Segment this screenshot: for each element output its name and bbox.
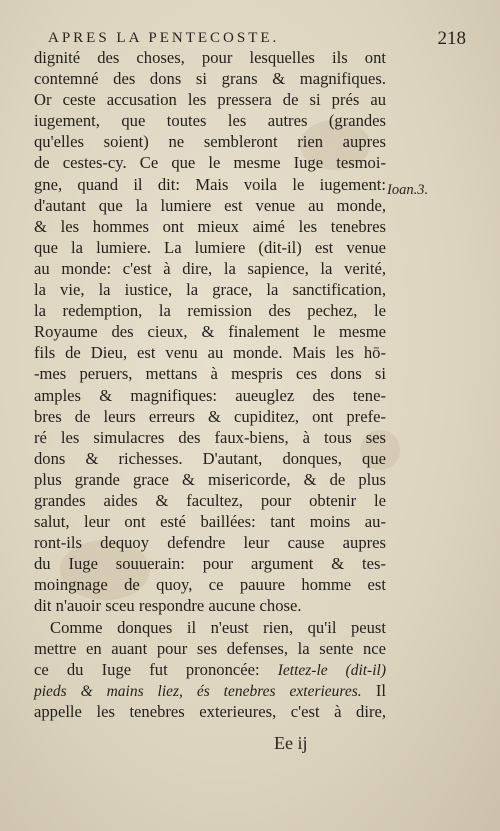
- text-line: [34, 680, 386, 701]
- text-line: mettre en auant pour ses defenses, la sente nce: [34, 638, 386, 658]
- text-line: Or ceste accusation les pressera de si prés au: [34, 90, 386, 110]
- text-line: la vie, la iustice, la grace, la sanctification,: [34, 280, 386, 300]
- text-line: [34, 659, 386, 680]
- text-line: dit n'auoir sceu respondre aucune chose.: [34, 596, 302, 616]
- running-title: APRES LA PENTECOSTE.: [48, 30, 280, 46]
- text-segment: Il: [375, 680, 386, 700]
- text-line: amples & magnifiques: aueuglez des tene-: [34, 385, 386, 405]
- page-number: 218: [437, 28, 466, 49]
- text-line: de cestes-cy. Ce que le mesme Iuge tesmoi-: [34, 153, 386, 173]
- text-line: d'autant que la lumiere est venue au monde,: [34, 195, 386, 215]
- text-line: dons & richesses. D'autant, donques, que: [34, 448, 386, 468]
- italic-segment: pieds & mains liez, és tenebres exterieures.: [34, 682, 362, 700]
- text-line: -mes peruers, mettans à mespris ces dons si: [34, 364, 386, 384]
- text-line: du Iuge souuerain: pour argument & tes-: [34, 554, 386, 574]
- italic-segment: Iettez-le (dit-il): [277, 661, 386, 679]
- text-segment: ce du Iuge fut prononcée:: [34, 659, 260, 679]
- text-line: dignité des choses, pour lesquelles ils ont: [34, 48, 386, 67]
- text-line: plus grande grace & misericorde, & de plus: [34, 469, 386, 489]
- text-line: fils de Dieu, est venu au monde. Mais les hō-: [34, 343, 386, 363]
- text-line: Comme donques il n'eust rien, qu'il peust: [50, 617, 386, 637]
- text-line: grandes aides & facultez, pour obtenir le: [34, 490, 386, 510]
- text-line: au monde: c'est à dire, la sapience, la verité,: [34, 258, 386, 278]
- margin-note: Ioan.3.: [387, 182, 429, 198]
- text-line: ront-ils dequoy defendre leur cause aupres: [34, 533, 386, 553]
- text-line: que la lumiere. La lumiere (dit-il) est venue: [34, 237, 386, 257]
- text-line: iugement, que toutes les autres (grandes: [34, 111, 386, 131]
- text-line: qu'elles soient) ne sembleront rien aupres: [34, 132, 386, 152]
- text-line: la redemption, la remission des pechez, le: [34, 301, 386, 321]
- text-line: & les hommes ont mieux aimé les tenebres: [34, 216, 386, 236]
- text-line: bres de leurs erreurs & cupiditez, ont prefe-: [34, 406, 386, 426]
- text-line: moingnage de quoy, ce pauure homme est: [34, 575, 386, 595]
- text-line: salut, leur ont esté baillées: tant moins au-: [34, 512, 386, 532]
- text-line: contemné des dons si grans & magnifiques.: [34, 69, 386, 89]
- text-line: ré les simulacres des faux-biens, à tous ses: [34, 427, 386, 447]
- body-text: [34, 47, 386, 722]
- text-line: gne, quand il dit: Mais voila le iugement:: [34, 174, 386, 194]
- text-line: appelle les tenebres exterieures, c'est à dire,: [34, 701, 386, 721]
- signature-mark: Ee ij: [274, 733, 308, 753]
- text-line: Royaume des cieux, & finalement le mesme: [34, 322, 386, 342]
